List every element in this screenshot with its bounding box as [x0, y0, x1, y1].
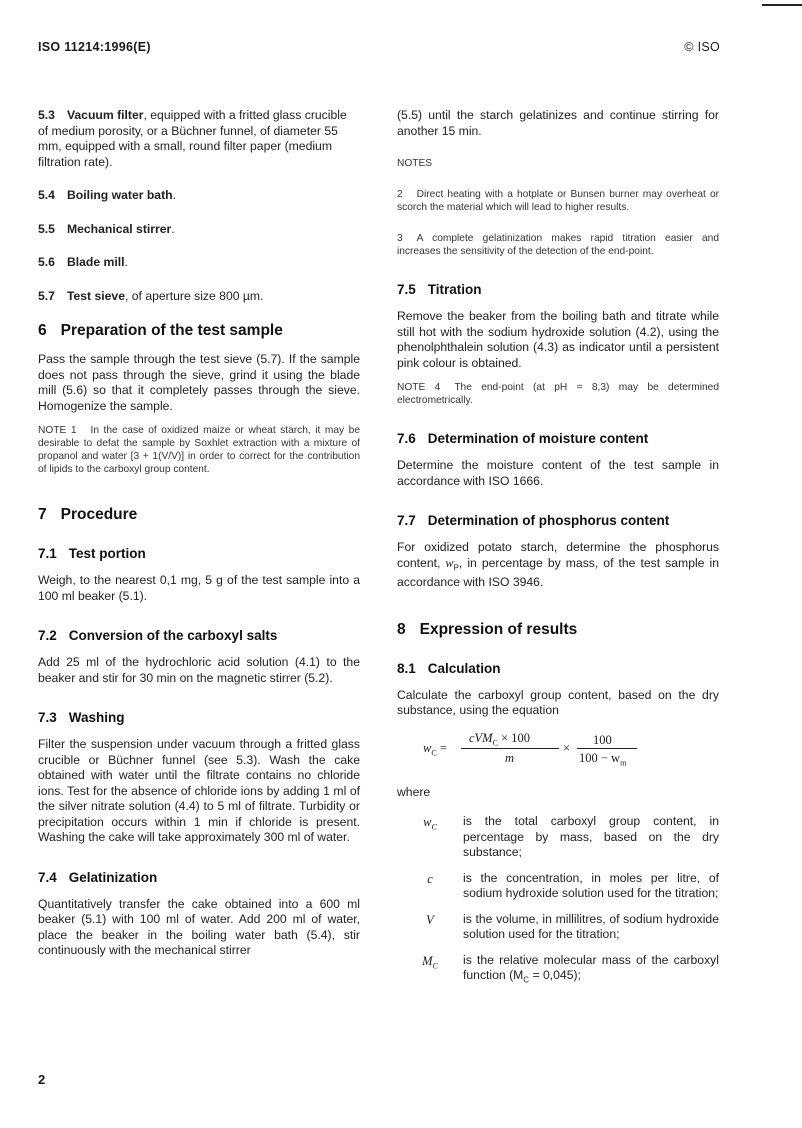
- variable-definition: [397, 912, 719, 943]
- paragraph: Pass the sample through the test sieve (5.7). If the sample does not pass through the sieve, grind it using the blade mill (5.6) so that it completely passes through the sieve. Homogenize the sample.: [38, 352, 360, 413]
- subsection-heading: [38, 710, 360, 725]
- text-run: For oxidized potato starch, determine the phosphorus content,: [397, 540, 719, 570]
- note-text: A complete gelatinization makes rapid titration easier and increases the sensitivity of the detection of the end-point.: [397, 233, 719, 257]
- math-symbol: c: [427, 871, 433, 886]
- subsection-title: Calculation: [427, 660, 501, 676]
- page-number: 2: [38, 1072, 46, 1087]
- subsection-number: 7.5: [397, 282, 416, 297]
- note-label: NOTE 4: [397, 382, 441, 393]
- apparatus-item: [38, 108, 360, 170]
- clause-number: 5.3: [38, 108, 55, 122]
- apparatus-label: Vacuum filter: [66, 108, 144, 122]
- subsection-title: Gelatinization: [68, 869, 158, 885]
- fraction-bar: [577, 748, 637, 749]
- math-symbol: M: [422, 953, 433, 968]
- equation-lhs: $w_C$ =: [423, 740, 447, 758]
- corner-rule: [762, 4, 802, 6]
- math-subscript: m: [620, 758, 627, 768]
- fraction-bar: [461, 748, 559, 749]
- subsection-number: 7.4: [38, 869, 57, 885]
- apparatus-item: [38, 222, 360, 238]
- apparatus-label: Blade mill: [66, 255, 125, 269]
- variable-description: is the total carboxyl group content, in percentage by mass, based on the dry substance;: [463, 814, 719, 860]
- paragraph: [397, 540, 719, 591]
- standard-designation: ISO 11214:1996(E): [38, 40, 151, 54]
- variable-description: is the volume, in millilitres, of sodium hydroxide solution used for the titration;: [463, 911, 719, 942]
- note: [38, 424, 360, 476]
- subsection-heading: [38, 870, 360, 885]
- subsection-number: 7.3: [38, 710, 57, 725]
- apparatus-text: .: [172, 188, 176, 202]
- variable-symbol: [397, 953, 463, 988]
- math-symbol: m: [505, 750, 515, 765]
- equation: [397, 727, 719, 771]
- section-heading: [38, 322, 360, 340]
- paragraph: Filter the suspension under vacuum through a fritted glass crucible or Büchner funnel (see 5.3). Wash the cake obtained with water until the filtrate contains no chloride ions. Test for the absence of chloride ions by adding 1 ml of the silver nitrate solution (4.4) to 5 ml of filtrate. Turbidity or precipitation occurs within 1 min if chloride is present. Washing the cake will take approximately 300 ml of water.: [38, 737, 360, 844]
- paragraph: Quantitatively transfer the cake obtained into a 600 ml beaker (5.1) with 100 ml of water. Add 200 ml of water, place the beaker in the boiling water bath (5.4), stir continuously with the mechanical stirrer: [38, 896, 360, 957]
- subsection-title: Determination of phosphorus content: [427, 513, 670, 528]
- subsection-number: 7.1: [38, 546, 57, 561]
- section-number: 6: [38, 322, 47, 339]
- note-label: 3: [397, 233, 403, 244]
- note-text: In the case of oxidized maize or wheat starch, it may be desirable to defat the sample by Soxhlet extraction with a mixture of propanol and water [3 + 1(V/V)] in order to correct for the contribution of lipids to the carboxyl group content.: [38, 425, 360, 475]
- subsection-heading: [38, 546, 360, 561]
- subsection-title: Conversion of the carboxyl salts: [68, 628, 278, 643]
- apparatus-item: [38, 255, 360, 271]
- variable-definition: [397, 953, 719, 988]
- clause-number: 5.7: [38, 288, 55, 303]
- math-symbol: w: [423, 815, 432, 830]
- equation-times: ×: [563, 740, 571, 755]
- paragraph: Weigh, to the nearest 0,1 mg, 5 g of the test sample into a 100 ml beaker (5.1).: [38, 573, 360, 603]
- clause-number: 5.6: [38, 255, 55, 269]
- note: [397, 381, 719, 407]
- variable-definition: [397, 871, 719, 902]
- paragraph: Calculate the carboxyl group content, based on the dry substance, using the equation: [397, 687, 719, 718]
- subsection-title: Washing: [68, 710, 125, 725]
- clause-number: 5.5: [38, 221, 55, 236]
- apparatus-text: .: [124, 255, 128, 269]
- note-text: The end-point (at pH = 8,3) may be determined electrometrically.: [397, 382, 720, 406]
- math-subscript: P: [453, 562, 459, 572]
- math-text: × 100: [497, 730, 531, 745]
- subsection-number: 7.6: [397, 431, 416, 446]
- apparatus-item: [38, 289, 360, 305]
- paragraph: Remove the beaker from the boiling bath and titrate while still hot with the sodium hydroxide solution (4.2), using the phenolphthalein solution (4.3) as indicator until a persistent pink colour is obtained.: [397, 309, 719, 370]
- math-subscript: C: [432, 961, 438, 971]
- subsection-title: Determination of moisture content: [427, 431, 649, 446]
- paragraph: Determine the moisture content of the test sample in accordance with ISO 1666.: [397, 458, 719, 488]
- math-subscript: C: [431, 822, 437, 832]
- math-subscript: C: [431, 748, 437, 758]
- text-run: is the relative molecular mass of the carboxyl function (M: [463, 952, 719, 983]
- note: [397, 188, 719, 214]
- variable-symbol: [397, 814, 463, 861]
- math-subscript: C: [523, 975, 530, 985]
- right-column: [397, 108, 719, 998]
- apparatus-label: Mechanical stirrer: [66, 221, 172, 236]
- variable-symbol: [397, 871, 463, 902]
- subsection-title: Test portion: [68, 546, 146, 561]
- note-label: NOTE 1: [38, 425, 77, 436]
- subsection-number: 7.2: [38, 628, 57, 643]
- apparatus-label: Boiling water bath: [66, 188, 173, 202]
- variable-list: [397, 814, 719, 988]
- equation-denominator-2: [579, 751, 626, 768]
- variable-description: [463, 953, 719, 988]
- variable-definition: [397, 814, 719, 861]
- variable-description: is the concentration, in moles per litre, of sodium hydroxide solution used for the titration;: [463, 870, 719, 901]
- apparatus-text: , equipped with a fritted glass crucible of medium porosity, or a Büchner funnel, of diameter 55 mm, equipped with a small, round filter paper (medium filtration rate).: [38, 108, 347, 169]
- subsection-heading: [397, 661, 719, 676]
- subsection-number: 8.1: [397, 660, 416, 676]
- section-title: Expression of results: [419, 620, 578, 638]
- text-run: , in percentage by mass, of the test sample in accordance with ISO 3946.: [397, 555, 719, 590]
- section-number: 8: [397, 620, 406, 638]
- subsection-heading: [397, 513, 719, 528]
- note: [397, 232, 719, 258]
- math-subscript: C: [492, 738, 498, 748]
- paragraph: (5.5) until the starch gelatinizes and continue stirring for another 15 min.: [397, 108, 719, 138]
- math-text: 100 − w: [579, 750, 621, 765]
- equation-numerator-2: 100: [593, 732, 612, 747]
- paragraph: Add 25 ml of the hydrochloric acid solution (4.1) to the beaker and stir for 30 min on the magnetic stirrer (5.2).: [38, 655, 360, 685]
- note-label: 2: [397, 189, 403, 200]
- math-symbol: w: [445, 555, 454, 570]
- text-run: = 0,045);: [529, 968, 581, 983]
- math-symbol: cVM: [469, 730, 493, 745]
- note-text: Direct heating with a hotplate or Bunsen burner may overheat or scorch the material which will lead to higher results.: [397, 189, 719, 213]
- where-label: where: [397, 784, 431, 799]
- equation-denominator-1: [505, 751, 514, 766]
- subsection-number: 7.7: [397, 513, 416, 528]
- subsection-heading: [397, 431, 719, 446]
- equation-numerator-1: [469, 731, 530, 748]
- apparatus-item: [38, 188, 360, 204]
- subsection-heading: [397, 282, 719, 297]
- apparatus-text: .: [171, 221, 175, 236]
- left-column: [38, 108, 360, 959]
- section-heading: [397, 621, 719, 639]
- apparatus-label: Test sieve: [66, 288, 125, 303]
- apparatus-text: , of aperture size 800 µm.: [125, 288, 264, 303]
- clause-number: 5.4: [38, 188, 55, 202]
- math-symbol: w: [423, 740, 432, 755]
- math-symbol: V: [426, 912, 434, 927]
- subsection-heading: [38, 628, 360, 643]
- notes-heading: NOTES: [397, 158, 433, 169]
- section-title: Procedure: [60, 506, 138, 523]
- section-number: 7: [38, 506, 47, 523]
- subsection-title: Titration: [427, 282, 482, 297]
- variable-symbol: [397, 912, 463, 943]
- section-heading: [38, 506, 360, 524]
- copyright-mark: © ISO: [684, 40, 720, 54]
- section-title: Preparation of the test sample: [60, 322, 283, 339]
